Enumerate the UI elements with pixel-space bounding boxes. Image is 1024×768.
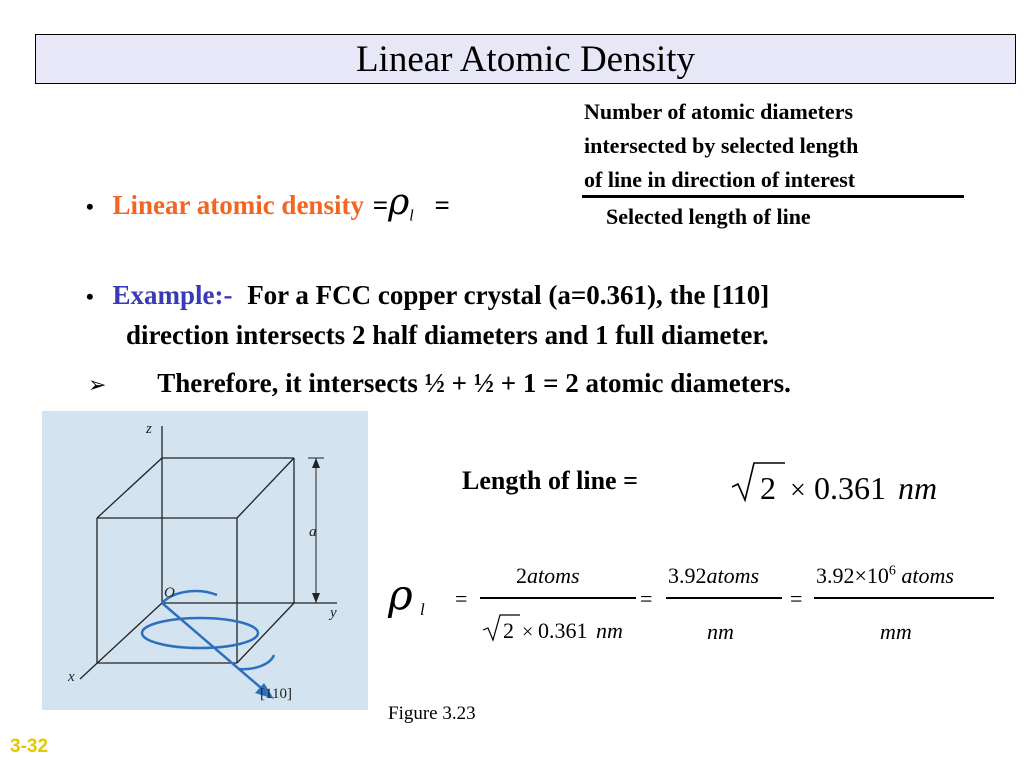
fraction-2-numerator [668, 563, 759, 589]
x-axis-label: x [68, 669, 75, 685]
numerator-line-2: intersected by selected length [584, 133, 859, 158]
numerator-line-3: of line in direction of interest [584, 167, 856, 192]
slide-title: Linear Atomic Density [35, 34, 1016, 84]
bullet-dot: • [86, 194, 94, 219]
rho-symbol: ρ [388, 182, 410, 223]
fraction-3-denominator: mm [880, 619, 912, 644]
length-unit: nm [898, 470, 938, 506]
figure-caption: Figure 3.23 [388, 703, 476, 724]
page-number: 3-32 [10, 736, 49, 757]
therefore-line [88, 368, 791, 399]
f1-den-radicand: 2 [503, 618, 514, 643]
definition-fraction-bar [582, 195, 964, 198]
origin-label: O [164, 585, 175, 601]
length-expression [728, 457, 948, 507]
arrow-bullet-icon: ➢ [88, 373, 107, 398]
fcc-unit-cell-figure [42, 411, 368, 710]
therefore-text: Therefore, it intersects ½ + ½ + 1 = 2 atomic diameters. [157, 368, 791, 398]
f1-den-unit: nm [596, 618, 623, 643]
z-axis-label: z [146, 421, 152, 437]
fraction-1-denominator [480, 612, 640, 644]
y-axis-label: y [330, 605, 337, 621]
f3-num-base: 10 [866, 563, 889, 588]
fraction-1-numerator [516, 563, 580, 589]
definition-equals-2: = [434, 190, 450, 220]
bullet-dot: • [86, 284, 94, 309]
eq-sign-1: = [455, 586, 468, 611]
numerator-line-1: Number of atomic diameters [584, 99, 854, 124]
direction-label: [110] [260, 686, 292, 702]
f3-num-times: × [854, 563, 867, 588]
length-of-line-equals: = [623, 466, 638, 495]
rho-subscript-eq: l [420, 600, 425, 619]
definition-denominator: Selected length of line [606, 204, 811, 229]
fraction-3-bar [814, 597, 994, 599]
f1-den-times: × [522, 621, 534, 643]
f3-num-value: 3.92 [816, 563, 855, 588]
length-value: 0.361 [814, 470, 886, 506]
f1-num-value: 2 [516, 563, 527, 588]
example-line-2: direction intersects 2 half diameters and 1 full diameter. [126, 320, 769, 350]
example-label: Example:- [112, 280, 233, 310]
unit-cell-diagram [42, 411, 368, 710]
definition-label: Linear atomic density [112, 190, 364, 220]
definition-bullet [86, 182, 450, 225]
length-of-line-label: Length of line [462, 466, 617, 495]
length-times: × [790, 475, 806, 506]
fraction-2-bar [666, 597, 782, 599]
definition-equals: = [372, 190, 389, 220]
definition-numerator [584, 95, 858, 197]
eq-sign-3: = [790, 586, 803, 611]
edge-length-label: a [309, 524, 317, 540]
f2-num-unit: atoms [706, 563, 760, 588]
rho-subscript: l [409, 207, 414, 225]
f3-num-unit: atoms [901, 563, 954, 588]
f1-den-value: 0.361 [538, 618, 588, 643]
f1-num-unit: atoms [527, 563, 580, 588]
length-of-line-row [462, 466, 638, 496]
f2-num-value: 3.92 [668, 563, 707, 588]
fraction-1-bar [480, 597, 636, 599]
f3-num-exp: 6 [888, 563, 896, 579]
fraction-3-numerator [816, 563, 954, 589]
example-bullet [86, 280, 769, 311]
rho-symbol-eq: ρ [388, 570, 413, 619]
example-line-1: For a FCC copper crystal (a=0.361), the [110] [247, 280, 770, 310]
eq-sign-2: = [640, 586, 653, 611]
length-radicand: 2 [760, 470, 776, 506]
fraction-2-denominator: nm [707, 619, 734, 644]
